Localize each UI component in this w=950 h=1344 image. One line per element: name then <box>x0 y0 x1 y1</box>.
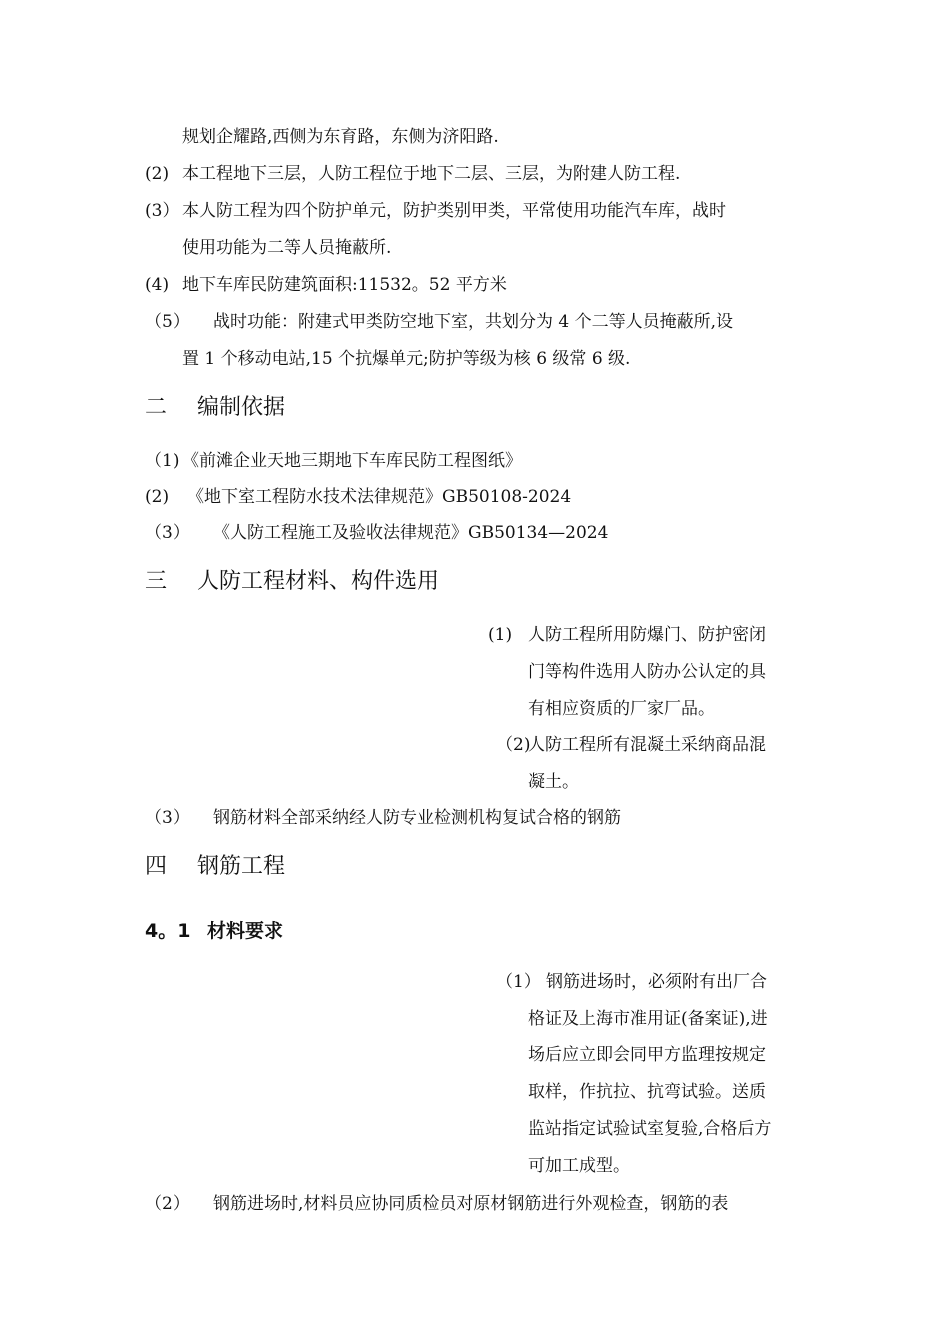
list-item <box>145 310 733 334</box>
list-marker: （3） <box>145 523 190 543</box>
paragraph-line: 监站指定试验试室复验,合格后方 <box>528 1119 772 1139</box>
list-marker: (2) <box>145 164 170 184</box>
paragraph-line: 可加工成型。 <box>528 1156 630 1176</box>
paragraph-line: 置 1 个移动电站,15 个抗爆单元;防护等级为核 6 级常 6 级. <box>182 349 631 369</box>
subsection-number: 4。1 <box>145 920 191 942</box>
paragraph-line: 格证及上海市准用证(备案证),进 <box>528 1009 768 1029</box>
paragraph-line: 门等构件选用人防办公认定的具 <box>528 662 766 682</box>
paragraph-line: 凝土。 <box>528 772 579 792</box>
subsection-title: 材料要求 <box>207 920 284 942</box>
section-heading <box>145 567 439 597</box>
paragraph-line: 有相应资质的厂家厂品。 <box>528 699 715 719</box>
paragraph-line: 取样，作抗拉、抗弯试验。送质 <box>528 1082 766 1102</box>
list-text: 人防工程所有混凝土采纳商品混 <box>528 735 766 755</box>
list-marker: （1) <box>145 451 180 471</box>
paragraph-line: 使用功能为二等人员掩蔽所. <box>182 238 392 258</box>
list-item <box>145 806 621 830</box>
section-title: 钢筋工程 <box>197 854 286 879</box>
section-title: 编制依据 <box>197 395 286 420</box>
list-marker: (3） <box>145 201 180 221</box>
list-marker: (2) <box>145 487 170 507</box>
section-heading <box>145 852 285 882</box>
list-marker: （2） <box>145 1194 190 1214</box>
list-item <box>145 162 680 186</box>
list-marker: （3） <box>145 808 190 828</box>
list-item <box>145 449 522 473</box>
section-number: 三 <box>145 569 168 594</box>
list-item <box>145 485 571 509</box>
list-text: 《地下室工程防水技术法律规范》GB50108-2024 <box>187 487 572 507</box>
list-text: 本人防工程为四个防护单元，防护类别甲类，平常使用功能汽车库，战时 <box>182 201 726 221</box>
list-item <box>496 733 766 757</box>
list-text: 人防工程所用防爆门、防护密闭 <box>528 625 766 645</box>
section-number: 二 <box>145 395 168 420</box>
list-item <box>145 521 608 545</box>
list-item <box>145 1192 728 1216</box>
list-item <box>488 623 766 647</box>
section-number: 四 <box>145 854 168 879</box>
list-text: 钢筋进场时,材料员应协同质检员对原材钢筋进行外观检查，钢筋的表 <box>213 1194 729 1214</box>
list-marker: （1） <box>496 972 541 992</box>
list-item <box>145 273 507 297</box>
list-text: 钢筋进场时，必须附有出厂合 <box>546 972 767 992</box>
section-title: 人防工程材料、构件选用 <box>197 569 440 594</box>
list-text: 《前滩企业天地三期地下车库民防工程图纸》 <box>182 451 522 471</box>
list-marker: （2) <box>496 735 531 755</box>
list-text: 本工程地下三层，人防工程位于地下二层、三层，为附建人防工程. <box>182 164 681 184</box>
paragraph-line: 规划企耀路,西侧为东育路，东侧为济阳路. <box>182 127 499 147</box>
list-text: 钢筋材料全部采纳经人防专业检测机构复试合格的钢筋 <box>213 808 621 828</box>
list-text: 地下车库民防建筑面积:11532。52 平方米 <box>182 275 507 295</box>
list-item <box>496 970 767 994</box>
section-heading <box>145 393 285 423</box>
list-text: 战时功能：附建式甲类防空地下室，共划分为 4 个二等人员掩蔽所,设 <box>213 312 734 332</box>
list-marker: (4) <box>145 275 170 295</box>
paragraph-line: 场后应立即会同甲方监理按规定 <box>528 1045 766 1065</box>
list-text: 《人防工程施工及验收法律规范》GB50134—2024 <box>213 523 609 543</box>
subsection-heading <box>145 917 283 945</box>
list-marker: （5） <box>145 312 190 332</box>
list-marker: (1) <box>488 625 513 645</box>
list-item <box>145 199 726 223</box>
